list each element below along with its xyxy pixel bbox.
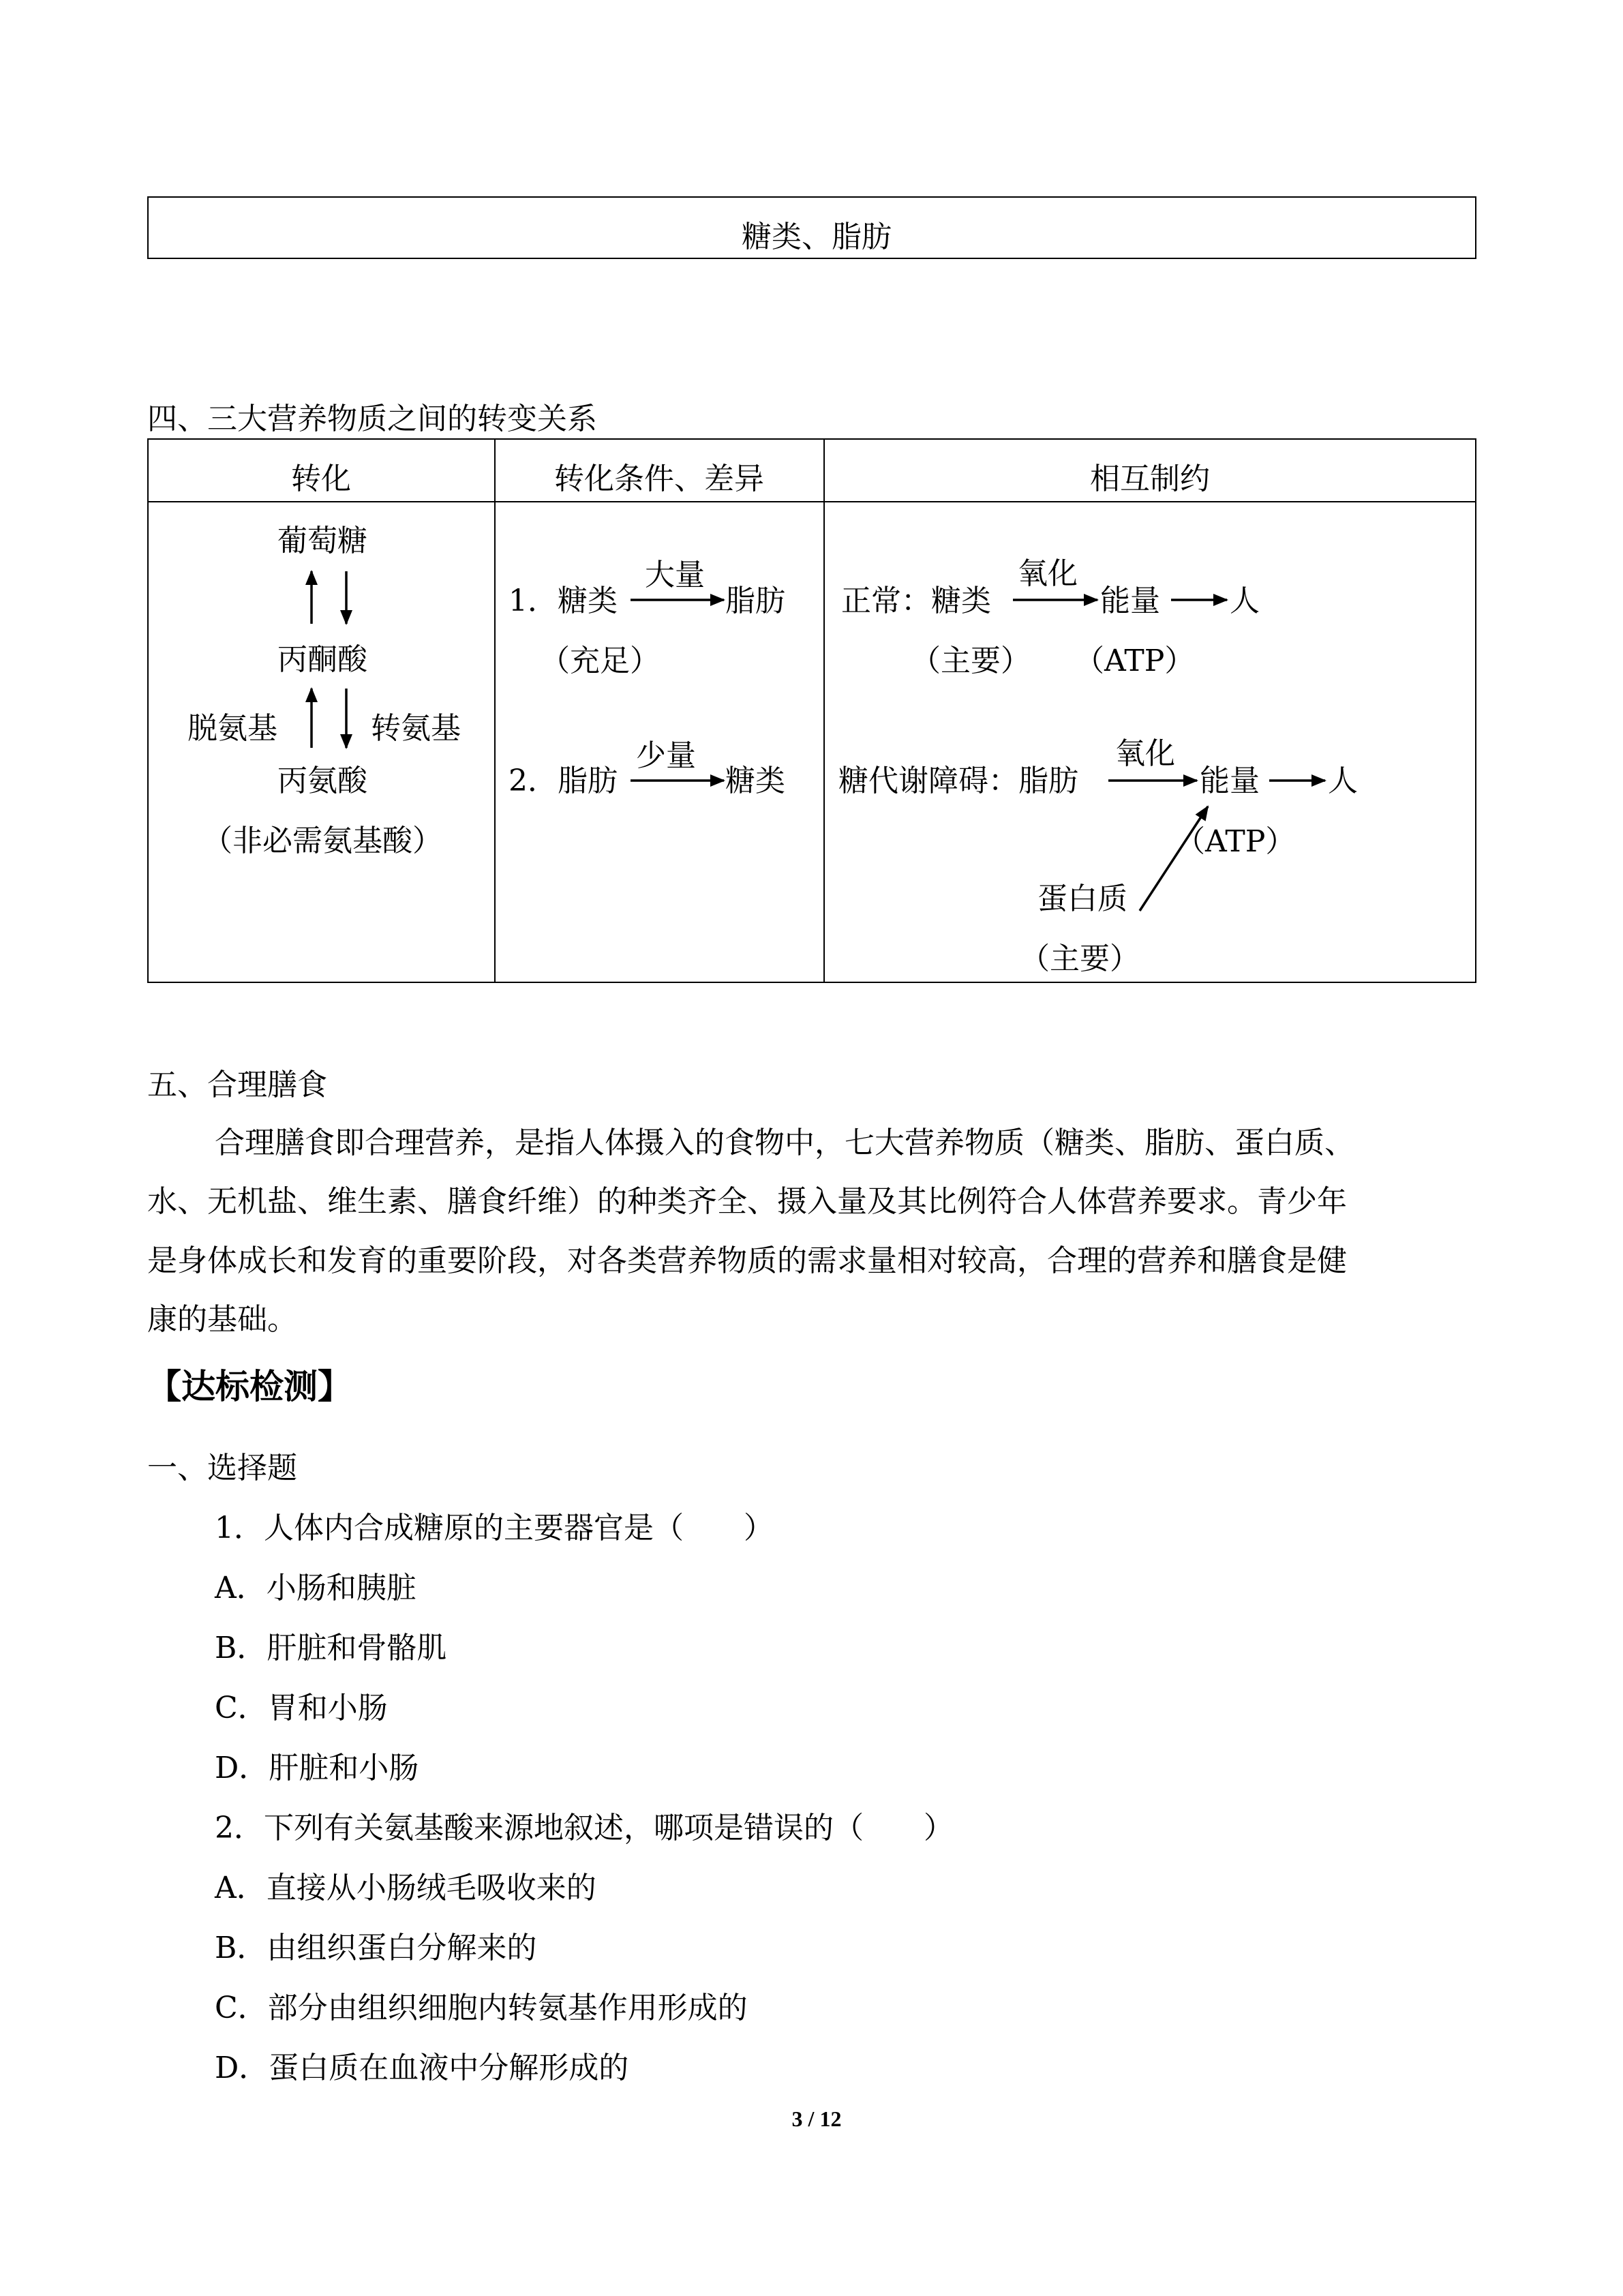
normal-over: 氧化 xyxy=(1018,556,1078,591)
section5-para-line-1: 合理膳食即合理营养，是指人体摄入的食物中，七大营养物质（糖类、脂肪、蛋白质、 xyxy=(215,1126,1354,1160)
q2-option-c: C．部分由组织细胞内转氨基作用形成的 xyxy=(215,1991,748,2025)
alanine-label: 丙氨酸 xyxy=(277,764,367,798)
page-number: 3 / 12 xyxy=(791,2106,842,2131)
q1-option-c: C．胃和小肠 xyxy=(215,1691,388,1725)
cond2-left: 2．脂肪 xyxy=(509,764,618,798)
cond2-result: 糖类 xyxy=(725,764,785,798)
alanine-note: （非必需氨基酸） xyxy=(202,824,442,858)
table-header-conversion: 转化 xyxy=(291,462,351,496)
section5-para-line-4: 康的基础。 xyxy=(147,1302,297,1337)
cond2-over: 少量 xyxy=(636,738,696,773)
table-header-constraint: 相互制约 xyxy=(1090,462,1210,496)
top-box-text: 糖类、脂肪 xyxy=(742,220,892,254)
pyruvate-label: 丙酮酸 xyxy=(277,642,367,677)
transamination-label: 转氨基 xyxy=(371,711,461,746)
disorder-person: 人 xyxy=(1328,764,1358,798)
choice-heading: 一、选择题 xyxy=(147,1451,297,1485)
q1-option-b: B．肝脏和骨骼肌 xyxy=(215,1631,447,1665)
disorder-over: 氧化 xyxy=(1115,736,1175,771)
question-1: 1．人体内合成糖原的主要器官是（ ） xyxy=(215,1511,774,1545)
disorder-label: 糖代谢障碍：脂肪 xyxy=(838,764,1078,798)
q1-option-a: A．小肠和胰脏 xyxy=(215,1571,416,1605)
q2-option-b: B．由组织蛋白分解来的 xyxy=(215,1931,537,1965)
deamination-label: 脱氨基 xyxy=(187,711,277,746)
normal-label: 正常：糖类 xyxy=(841,584,991,618)
disorder-energy: 能量 xyxy=(1200,764,1260,798)
q1-option-d: D．肝脏和小肠 xyxy=(215,1751,419,1785)
normal-person: 人 xyxy=(1230,584,1260,618)
table-header-conditions: 转化条件、差异 xyxy=(554,462,764,496)
arrow-protein-to-energy xyxy=(1140,806,1208,911)
cond1-left: 1．糖类 xyxy=(509,584,618,618)
section4-heading: 四、三大营养物质之间的转变关系 xyxy=(147,402,597,436)
cond1-note: （充足） xyxy=(540,644,660,678)
q2-option-a: A．直接从小肠绒毛吸收来的 xyxy=(215,1871,596,1905)
check-title: 【达标检测】 xyxy=(147,1366,352,1406)
glucose-label: 葡萄糖 xyxy=(277,524,367,558)
question-2: 2．下列有关氨基酸来源地叙述，哪项是错误的（ ） xyxy=(215,1811,954,1845)
protein-main: （主要） xyxy=(1020,941,1140,976)
section5-para-line-2: 水、无机盐、维生素、膳食纤维）的种类齐全、摄入量及其比例符合人体营养要求。青少年 xyxy=(147,1184,1347,1219)
normal-energy: 能量 xyxy=(1100,584,1160,618)
cond1-over: 大量 xyxy=(645,558,705,592)
normal-atp: （ATP） xyxy=(1074,644,1195,678)
disorder-atp: （ATP） xyxy=(1175,824,1296,859)
section5-heading: 五、合理膳食 xyxy=(147,1068,327,1102)
protein-label: 蛋白质 xyxy=(1037,881,1127,916)
section5-para-line-3: 是身体成长和发育的重要阶段，对各类营养物质的需求量相对较高，合理的营养和膳食是健 xyxy=(147,1243,1347,1278)
q2-option-d: D．蛋白质在血液中分解形成的 xyxy=(215,2051,629,2085)
cond1-result: 脂肪 xyxy=(725,584,785,618)
normal-main: （主要） xyxy=(911,644,1031,678)
